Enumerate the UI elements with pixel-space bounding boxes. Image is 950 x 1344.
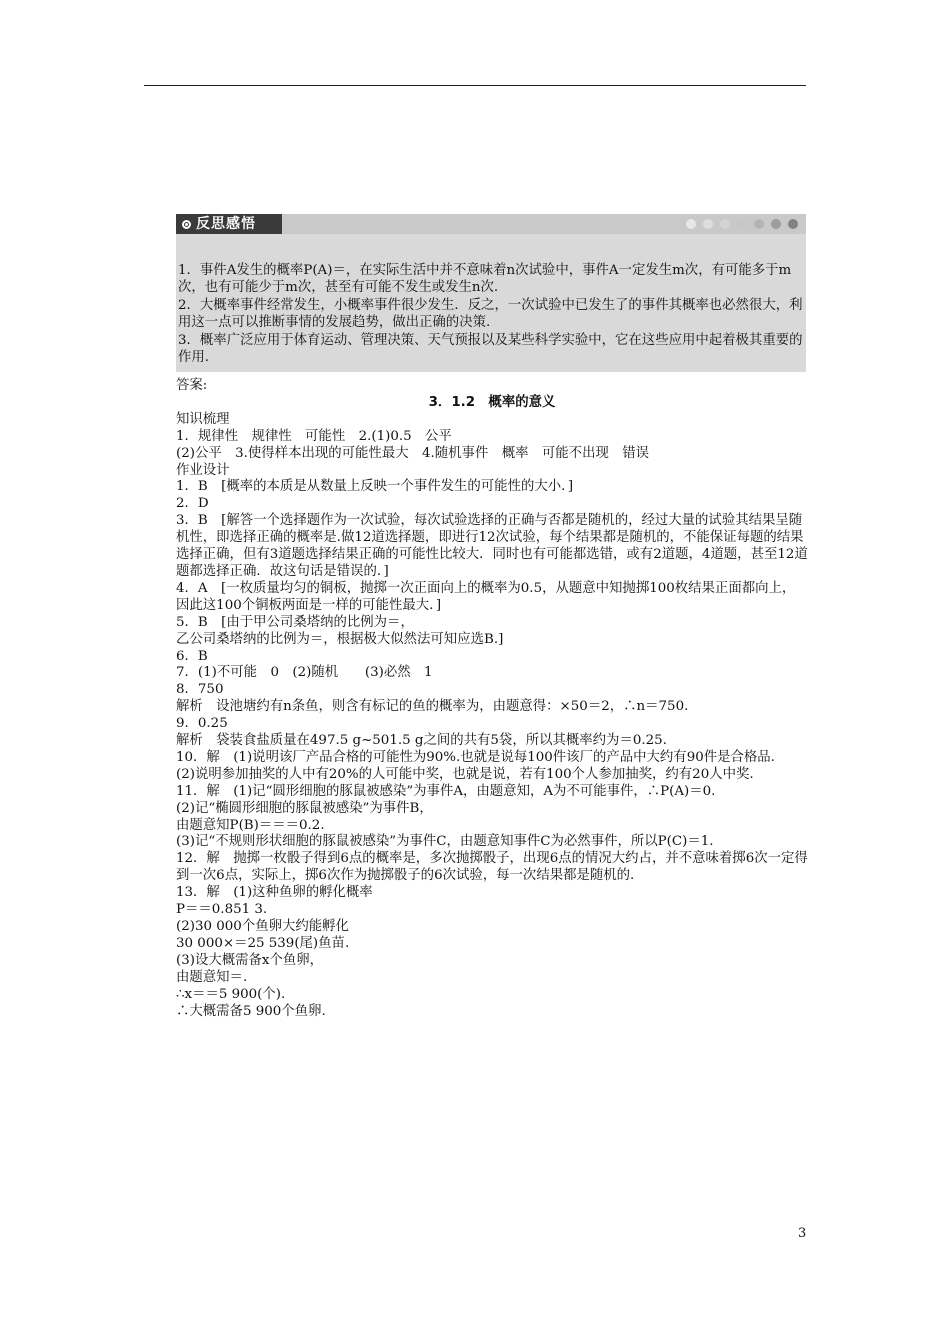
answer-line: (2)公平 3.使得样本出现的可能性最大 4.随机事件 概率 可能不出现 错误 bbox=[176, 445, 650, 461]
answer-line: 乙公司桑塔纳的比例为＝，根据极大似然法可知应选B.] bbox=[176, 631, 504, 647]
reflection-body bbox=[176, 234, 806, 372]
answer-line: 13．解 (1)这种鱼卵的孵化概率 bbox=[176, 885, 373, 901]
answer-line: 1．规律性 规律性 可能性 2.(1)0.5 公平 bbox=[176, 428, 452, 444]
answer-line: 解析 设池塘约有n条鱼，则含有标记的鱼的概率为，由题意得：×50＝2，∴n＝750. bbox=[176, 699, 689, 715]
section-title: 3．1.2 概率的意义 bbox=[428, 394, 556, 410]
reflection-tab bbox=[176, 214, 282, 234]
answer-line: 11．解 (1)记“圆形细胞的豚鼠被感染”为事件A，由题意知，A为不可能事件，∴P(A)＝0. bbox=[176, 783, 716, 799]
answer-line: 7．(1)不可能 0 (2)随机 (3)必然 1 bbox=[176, 665, 433, 681]
answer-line: 2．D bbox=[176, 496, 209, 512]
page-number: 3 bbox=[798, 1226, 807, 1241]
dot-icon bbox=[686, 219, 696, 229]
answer-line: (2)说明参加抽奖的人中有20%的人可能中奖，也就是说，若有100个人参加抽奖，约有20人中奖. bbox=[176, 766, 754, 782]
reflection-item: 1．事件A发生的概率P(A)＝，在实际生活中并不意味着n次试验中，事件A一定发生m次，有可能多于m次，也有可能少于m次，甚至有可能不发生或发生n次. bbox=[178, 263, 792, 296]
answer-line: (3)设大概需备x个鱼卵， bbox=[176, 952, 324, 968]
answers-section bbox=[176, 378, 808, 1020]
reflection-item: 2．大概率事件经常发生，小概率事件很少发生．反之，一次试验中已发生了的事件其概率也必然很大，利用这一点可以推断事情的发展趋势，做出正确的决策. bbox=[178, 297, 803, 331]
reflection-header-bar bbox=[176, 214, 806, 234]
answer-line: ∴x＝＝5 900(个). bbox=[176, 986, 286, 1002]
answer-line: 4．A [一枚质量均匀的铜板，抛掷一次正面向上的概率为0.5，从题意中知抛掷100枚结果正面都向上，因此这100个铜板两面是一样的可能性最大．] bbox=[176, 580, 796, 613]
reflection-box bbox=[176, 214, 806, 372]
answer-line: 30 000×＝25 539(尾)鱼苗. bbox=[176, 935, 350, 951]
answer-line: 1．B [概率的本质是从数量上反映一个事件发生的可能性的大小．] bbox=[176, 479, 574, 495]
answer-line: (2)记“椭圆形细胞的豚鼠被感染”为事件B， bbox=[176, 800, 433, 816]
answer-line: 解析 袋装食盐质量在497.5 g~501.5 g之间的共有5袋，所以其概率约为＝0.25. bbox=[176, 733, 667, 749]
target-bullet-icon bbox=[182, 220, 191, 229]
decorative-dots bbox=[686, 219, 798, 229]
answer-line: 9．0.25 bbox=[176, 716, 228, 732]
dot-icon bbox=[788, 219, 798, 229]
top-rule bbox=[144, 85, 806, 86]
dot-icon bbox=[754, 219, 764, 229]
answer-line: 12．解 抛掷一枚骰子得到6点的概率是，多次抛掷骰子，出现6点的情况大约占，并不意味着掷6次一定得到一次6点，实际上，掷6次作为抛掷骰子的6次试验，每一次结果都是随机的. bbox=[176, 851, 808, 884]
answer-line: 8．750 bbox=[176, 682, 224, 698]
answer-line: 知识梳理 bbox=[176, 411, 230, 427]
answer-line: 由题意知P(B)＝＝＝0.2. bbox=[176, 817, 325, 833]
answer-line: 6．B bbox=[176, 648, 208, 664]
answer-line: (3)记“不规则形状细胞的豚鼠被感染”为事件C，由题意知事件C为必然事件，所以P(C)＝1. bbox=[176, 834, 714, 850]
answer-line: 5．B [由于甲公司桑塔纳的比例为＝， bbox=[176, 614, 414, 630]
answer-line: 3．B [解答一个选择题作为一次试验，每次试验选择的正确与否都是随机的，经过大量的试验其结果呈随机性，即选择正确的概率是.做12道选择题，即进行12次试验，每个结果都是随机的，不能保证每题的结果选择正确，但有3道题选择结果正确的可能性比较大．同时也有可能都选错，或有2道题，4道题，甚至12道题都选择正确．故这句话是错误的．] bbox=[176, 513, 808, 579]
dot-icon bbox=[737, 219, 747, 229]
reflection-item: 3．概率广泛应用于体育运动、管理决策、天气预报以及某些科学实验中，它在这些应用中起着极其重要的作用. bbox=[178, 332, 803, 366]
answer-line: 10．解 (1)说明该厂产品合格的可能性为90%.也就是说每100件该厂的产品中大约有90件是合格品. bbox=[176, 749, 775, 765]
answer-line: ∴大概需备5 900个鱼卵. bbox=[176, 1003, 326, 1019]
dot-icon bbox=[771, 219, 781, 229]
dot-icon bbox=[703, 219, 713, 229]
answer-line: (2)30 000个鱼卵大约能孵化 bbox=[176, 919, 349, 934]
dot-icon bbox=[720, 219, 730, 229]
reflection-title: 反思感悟 bbox=[196, 216, 256, 232]
answer-line: 作业设计 bbox=[176, 462, 230, 478]
answer-line: P＝＝0.851 3. bbox=[176, 902, 268, 918]
answers-label: 答案: bbox=[176, 378, 208, 393]
answer-line: 由题意知＝. bbox=[176, 969, 248, 985]
